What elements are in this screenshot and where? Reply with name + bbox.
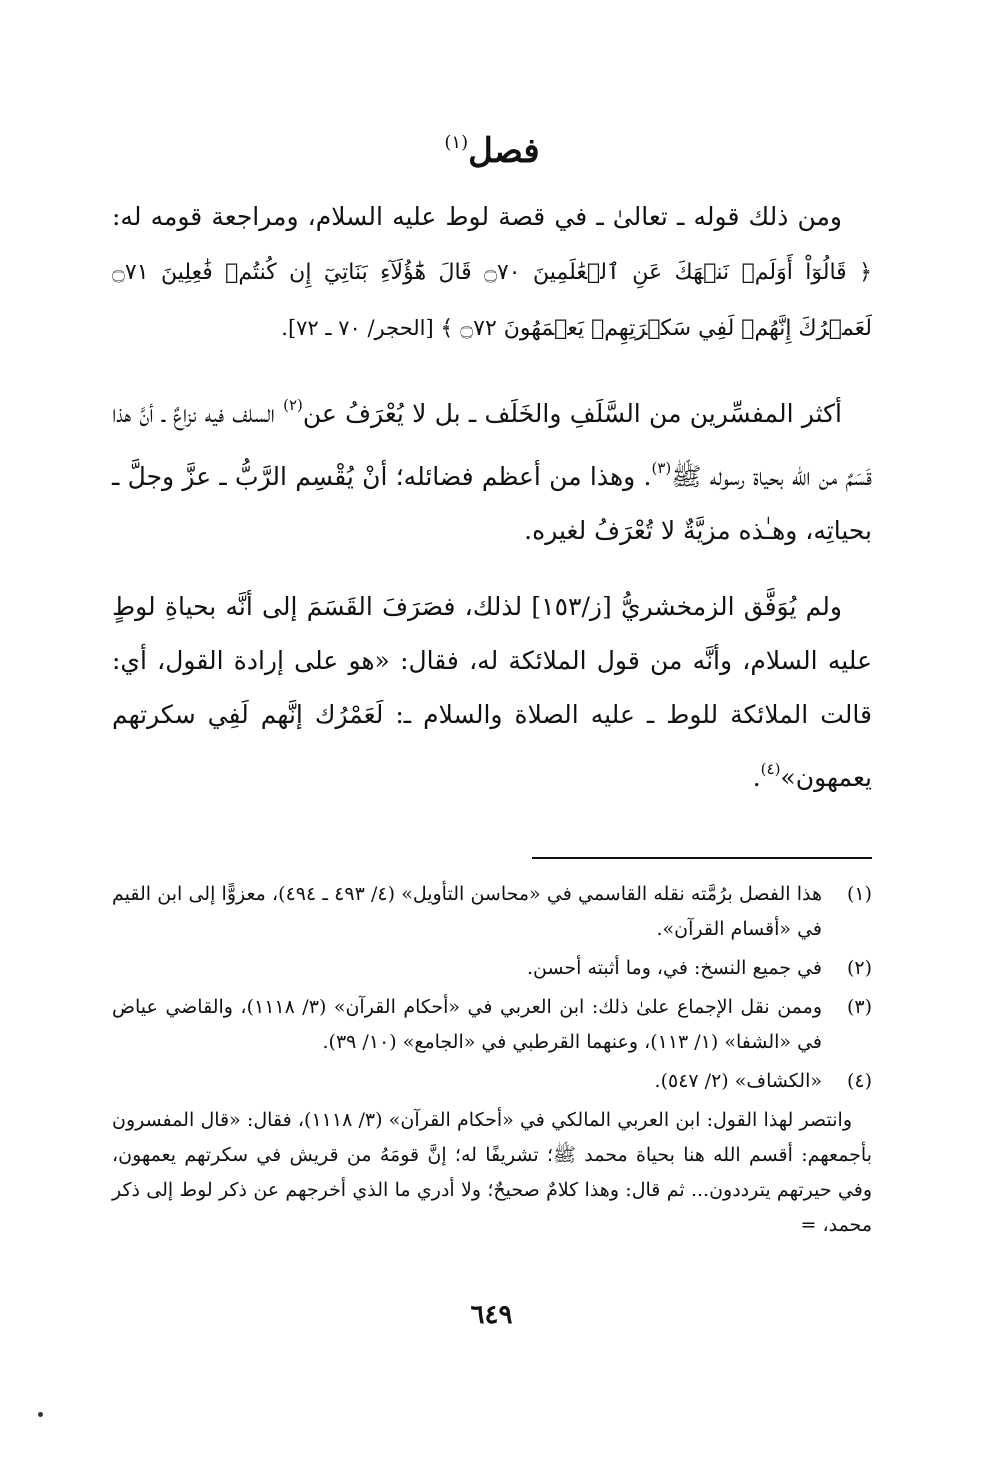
section-title [112,118,872,176]
footnote-item [112,1064,872,1099]
footnote-ref-1[interactable]: (١) [444,132,469,153]
footnote-item [112,990,872,1060]
page-number: ٦٤٩ [470,1300,513,1330]
paragraph-2 [112,378,872,558]
footnote-ref-4[interactable]: (٤) [760,760,781,778]
footnote-ref-3[interactable]: (٣) [651,459,672,477]
footnote-text: «الكشاف» (٢/ ٥٤٧). [654,1070,822,1092]
section-title-text: فصل [468,131,540,171]
paragraph-2-part-c: . وهذا من أعظم فضائله؛ أنْ يُقْسِم الرَّبُّ ـ عزَّ وجلَّ ـ بحياتِه، وهـٰذه مزيَّةٌ لا تُعْرَفُ لغيره. [112,462,872,545]
footnote-text: وممن نقل الإجماع علىٰ ذلك: ابن العربي في «أحكام القرآن» (٣/ ١١١٨)، والقاضي عياض في «الشفا» (١/ ١١٣)، وعنهما القرطبي في «الجامع» (١٠/ ٣٩). [112,996,822,1053]
paragraph-1 [112,190,872,356]
quran-verse: ﴿ قَالُوٓاْ أَوَلَمۡ نَنۡهَكَ عَنِ ٱلۡعَٰلَمِينَ ۝٧٠ قَالَ هَٰٓؤُلَآءِ بَنَاتِيٓ إِن كُنتُمۡ فَٰعِلِينَ ۝٧١ لَعَمۡرُكَ إِنَّهُمۡ لَفِي سَكۡرَتِهِمۡ يَعۡمَهُونَ ۝٧٢ ﴾ [112,260,872,341]
footnote-number: (٣) [846,996,872,1018]
scan-speck [38,1412,43,1417]
paragraph-3 [112,580,872,805]
footnote-ref-2[interactable]: (٢) [283,396,303,414]
verse-reference: [الحجر/ ٧٠ ـ ٧٢]. [281,316,441,340]
paragraph-1-text: ومن ذلك قوله ـ تعالىٰ ـ في قصة لوط عليه السلام، ومراجعة قومه له: [112,202,842,231]
footnotes [112,877,872,1243]
footnote-separator [532,857,872,859]
footnote-item [112,877,872,947]
footnote-text: هذا الفصل برُمَّته نقله القاسمي في «محاسن التأويل» (٤/ ٤٩٣ ـ ٤٩٤)، معزوًّا إلى ابن القيم في «أقسام القرآن». [112,883,822,940]
footnote-continuation: وانتصر لهذا القول: ابن العربي المالكي في «أحكام القرآن» (٣/ ١١١٨)، فقال: «قال المفسرون بأجمعهم: أقسم الله هنا بحياة محمد ﷺ؛ تشريفًا له؛ إنَّ قومَهُ من قريش في سكرتهم يعمهون، وفي حيرتهم يترددون... ثم قال: وهذا كلامٌ صحيحٌ؛ ولا أدري ما الذي أخرجهم عن ذكر لوط إلى ذكر محمد، = [112,1109,872,1236]
footnote-number: (٤) [846,1070,872,1092]
paragraph-3-end: . [752,763,761,792]
paragraph-2-part-a: أكثر المفسِّرين من السَّلَفِ والخَلَف ـ بل لا يُعْرَفُ عن [302,399,842,428]
paragraph-3-text: ولم يُوَفَّق الزمخشريُّ [ز/١٥٣] لذلك، فصَرَفَ القَسَمَ إلى أنَّه بحياةِ لوطٍ عليه السلام، وأنَّه من قول الملائكة له، فقال: «هو على إرادة القول، أي: قالت الملائكة للوط ـ عليه الصلاة والسلام ـ: لَعَمْرُك إنَّهم لَفِي سكرتهم يعمهون» [112,592,872,792]
footnote-number: (١) [846,883,872,905]
footnote-number: (٢) [846,957,872,979]
footnote-item [112,951,872,986]
footnote-text: في جميع النسخ: في، وما أثبته أحسن. [526,957,822,979]
footnote-separator-wrap [112,827,872,877]
page-body [112,118,872,1243]
paragraph-2-part-b: السلف فيه نزاعٌ ـ أنَّ هذا قَسَمٌ من الله بحياة رسوله ﷺ [112,399,872,491]
